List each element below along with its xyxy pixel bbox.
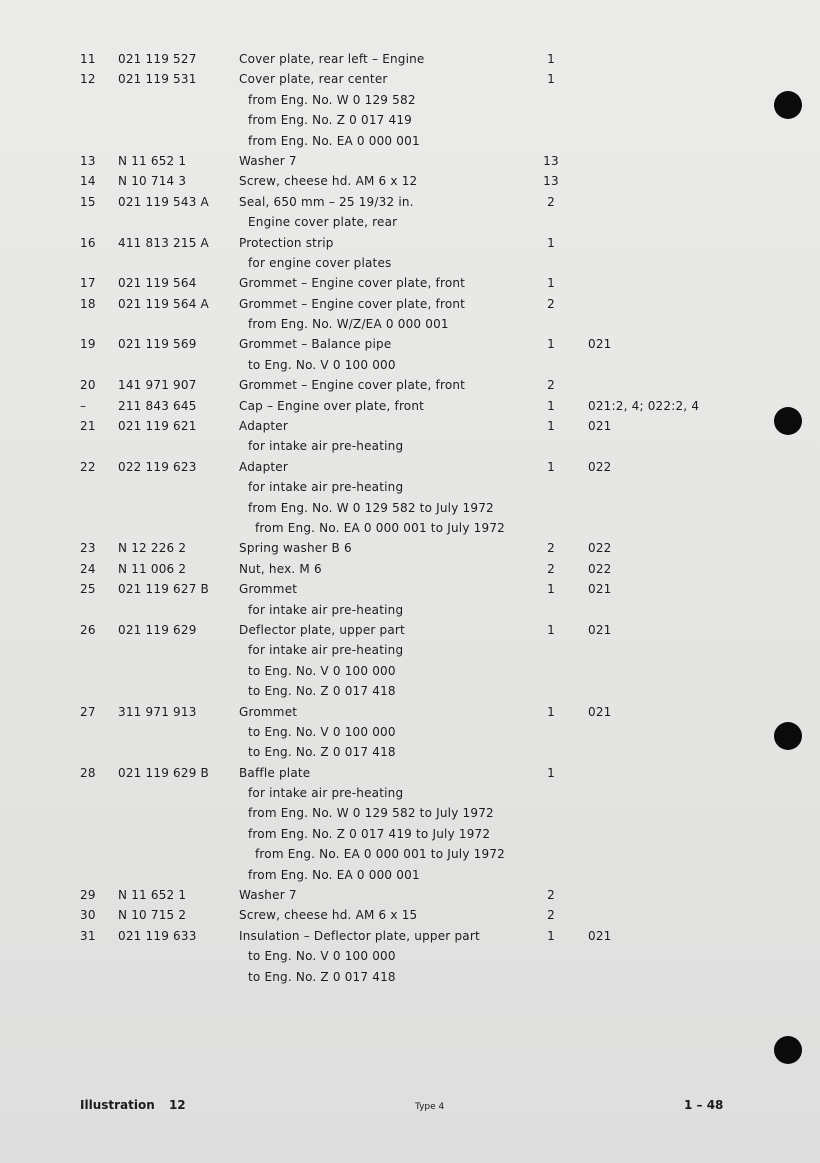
part-number: N 11 006 2 <box>118 561 187 576</box>
part-row <box>0 334 820 354</box>
part-note-row <box>0 824 820 844</box>
part-description: Seal, 650 mm – 25 19/32 in. <box>239 194 414 209</box>
part-note-row <box>0 498 820 518</box>
part-description: Protection strip <box>239 235 334 250</box>
item-number: 21 <box>80 419 96 434</box>
item-number: 24 <box>80 561 96 576</box>
item-number: 23 <box>80 541 96 556</box>
part-description: from Eng. No. EA 0 000 001 <box>248 133 420 148</box>
part-description: for intake air pre-heating <box>248 480 404 495</box>
part-row <box>0 49 820 69</box>
part-number: N 10 715 2 <box>118 908 187 923</box>
remark: 022 <box>588 561 612 576</box>
part-row <box>0 294 820 314</box>
quantity: 13 <box>543 153 559 168</box>
part-note-row <box>0 722 820 742</box>
part-number: 021 119 564 A <box>118 296 209 311</box>
part-description: Spring washer B 6 <box>239 541 352 556</box>
illustration-number: 12 <box>168 1098 186 1112</box>
part-row <box>0 702 820 722</box>
part-number: 021 119 531 <box>118 72 197 87</box>
part-row <box>0 538 820 558</box>
part-number: 021 119 543 A <box>118 194 209 209</box>
quantity: 2 <box>547 908 555 923</box>
quantity: 1 <box>547 72 555 87</box>
part-description: Grommet – Balance pipe <box>239 337 392 352</box>
item-number: 12 <box>80 72 96 87</box>
remark: 021 <box>588 928 612 943</box>
item-number: 27 <box>80 704 96 719</box>
part-description: Cover plate, rear left – Engine <box>239 52 425 66</box>
part-description: Grommet – Engine cover plate, front <box>239 276 466 291</box>
part-note-row <box>0 436 820 456</box>
part-number: 021 119 621 <box>118 419 197 434</box>
part-row <box>0 273 820 293</box>
quantity: 1 <box>547 235 555 250</box>
part-row <box>0 559 820 579</box>
quantity: 2 <box>547 296 555 311</box>
parts-list <box>0 49 820 987</box>
item-number: 17 <box>80 276 96 291</box>
part-note-row <box>0 90 820 110</box>
quantity: 2 <box>547 541 555 556</box>
part-note-row <box>0 681 820 701</box>
part-row <box>0 192 820 212</box>
remark: 022 <box>588 459 612 474</box>
part-number: 021 119 569 <box>118 337 197 352</box>
part-note-row <box>0 110 820 130</box>
part-row <box>0 375 820 395</box>
item-number: 31 <box>80 928 96 943</box>
quantity: 1 <box>547 765 555 780</box>
part-description: Grommet <box>239 704 298 719</box>
part-description: for intake air pre-heating <box>248 786 404 801</box>
part-description: for intake air pre-heating <box>248 643 404 658</box>
item-number: 26 <box>80 622 96 637</box>
quantity: 13 <box>543 174 559 189</box>
part-number: 022 119 623 <box>118 459 197 474</box>
part-row <box>0 396 820 416</box>
part-number: 021 119 527 <box>118 52 197 66</box>
part-row <box>0 171 820 191</box>
part-note-row <box>0 131 820 151</box>
part-description: Screw, cheese hd. AM 6 x 12 <box>239 174 418 189</box>
part-row <box>0 905 820 925</box>
punch-hole <box>774 1036 802 1064</box>
part-note-row <box>0 355 820 375</box>
remark: 021 <box>588 582 612 597</box>
remark: 021 <box>588 419 612 434</box>
part-number: 411 813 215 A <box>118 235 209 250</box>
page-footer <box>0 1098 820 1118</box>
part-description: for intake air pre-heating <box>248 602 404 617</box>
quantity: 1 <box>547 622 555 637</box>
part-description: Cap – Engine over plate, front <box>239 398 425 413</box>
part-number: 141 971 907 <box>118 378 197 393</box>
part-note-row <box>0 212 820 232</box>
remark: 021 <box>588 622 612 637</box>
part-note-row <box>0 253 820 273</box>
part-number: 211 843 645 <box>118 398 197 413</box>
part-number: 021 119 627 B <box>118 582 209 597</box>
part-description: Adapter <box>239 419 289 434</box>
remark: 021 <box>588 704 612 719</box>
part-description: Baffle plate <box>239 765 311 780</box>
quantity: 1 <box>547 52 555 66</box>
part-description: from Eng. No. EA 0 000 001 <box>248 867 420 882</box>
part-description: Washer 7 <box>239 153 297 168</box>
remark: 021 <box>588 337 612 352</box>
part-description: Grommet – Engine cover plate, front <box>239 378 466 393</box>
part-description: Washer 7 <box>239 888 297 903</box>
part-number: 021 119 629 B <box>118 765 209 780</box>
part-note-row <box>0 742 820 762</box>
quantity: 1 <box>547 337 555 352</box>
item-number: 14 <box>80 174 96 189</box>
quantity: 2 <box>547 378 555 393</box>
part-note-row <box>0 477 820 497</box>
part-note-row <box>0 946 820 966</box>
part-description: to Eng. No. Z 0 017 418 <box>248 969 396 984</box>
part-row <box>0 151 820 171</box>
part-number: 311 971 913 <box>118 704 197 719</box>
page-number: 1 – 48 <box>684 1098 724 1112</box>
part-description: to Eng. No. V 0 100 000 <box>248 357 396 372</box>
illustration-label: Illustration <box>80 1098 155 1112</box>
part-description: Adapter <box>239 459 289 474</box>
part-row <box>0 233 820 253</box>
quantity: 2 <box>547 561 555 576</box>
quantity: 1 <box>547 276 555 291</box>
part-description: Screw, cheese hd. AM 6 x 15 <box>239 908 418 923</box>
part-note-row <box>0 844 820 864</box>
item-number: 25 <box>80 582 96 597</box>
part-description: for intake air pre-heating <box>248 439 404 454</box>
part-description: from Eng. No. Z 0 017 419 to July 1972 <box>248 826 491 841</box>
quantity: 1 <box>547 582 555 597</box>
item-number: 11 <box>80 52 96 66</box>
part-description: to Eng. No. V 0 100 000 <box>248 663 396 678</box>
remark: 022 <box>588 541 612 556</box>
part-description: Cover plate, rear center <box>239 72 388 87</box>
part-note-row <box>0 640 820 660</box>
part-description: to Eng. No. V 0 100 000 <box>248 724 396 739</box>
part-note-row <box>0 600 820 620</box>
part-description: Grommet <box>239 582 298 597</box>
item-number: 18 <box>80 296 96 311</box>
item-number: – <box>80 398 87 413</box>
quantity: 2 <box>547 888 555 903</box>
remark: 021:2, 4; 022:2, 4 <box>588 398 700 413</box>
part-note-row <box>0 967 820 987</box>
part-note-row <box>0 803 820 823</box>
part-description: from Eng. No. W 0 129 582 <box>248 92 416 107</box>
quantity: 2 <box>547 194 555 209</box>
part-description: Engine cover plate, rear <box>248 215 398 230</box>
item-number: 29 <box>80 888 96 903</box>
item-number: 22 <box>80 459 96 474</box>
part-description: from Eng. No. EA 0 000 001 to July 1972 <box>255 520 505 535</box>
part-row <box>0 885 820 905</box>
part-description: from Eng. No. EA 0 000 001 to July 1972 <box>255 847 505 862</box>
part-note-row <box>0 865 820 885</box>
part-number: N 11 652 1 <box>118 153 187 168</box>
quantity: 1 <box>547 928 555 943</box>
part-row <box>0 579 820 599</box>
item-number: 13 <box>80 153 96 168</box>
part-row <box>0 457 820 477</box>
part-description: from Eng. No. Z 0 017 419 <box>248 113 413 128</box>
quantity: 1 <box>547 419 555 434</box>
part-row <box>0 763 820 783</box>
part-description: from Eng. No. W 0 129 582 to July 1972 <box>248 500 494 515</box>
part-number: 021 119 564 <box>118 276 197 291</box>
part-description: to Eng. No. V 0 100 000 <box>248 949 396 964</box>
part-row <box>0 620 820 640</box>
item-number: 20 <box>80 378 96 393</box>
part-number: 021 119 633 <box>118 928 197 943</box>
part-number: 021 119 629 <box>118 622 197 637</box>
part-description: Deflector plate, upper part <box>239 622 405 637</box>
quantity: 1 <box>547 704 555 719</box>
part-note-row <box>0 661 820 681</box>
item-number: 15 <box>80 194 96 209</box>
part-number: N 12 226 2 <box>118 541 187 556</box>
part-description: Grommet – Engine cover plate, front <box>239 296 466 311</box>
part-description: for engine cover plates <box>248 255 392 270</box>
part-row <box>0 416 820 436</box>
item-number: 19 <box>80 337 96 352</box>
part-description: to Eng. No. Z 0 017 418 <box>248 745 396 760</box>
part-number: N 10 714 3 <box>118 174 187 189</box>
part-row <box>0 926 820 946</box>
part-note-row <box>0 314 820 334</box>
part-number: N 11 652 1 <box>118 888 187 903</box>
item-number: 28 <box>80 765 96 780</box>
part-description: Insulation – Deflector plate, upper part <box>239 928 480 943</box>
part-note-row <box>0 783 820 803</box>
part-row <box>0 69 820 89</box>
part-description: from Eng. No. W/Z/EA 0 000 001 <box>248 317 449 332</box>
illustration-reference <box>80 1098 186 1112</box>
part-description: to Eng. No. Z 0 017 418 <box>248 684 396 699</box>
vehicle-type: Type 4 <box>415 1102 445 1112</box>
item-number: 16 <box>80 235 96 250</box>
quantity: 1 <box>547 398 555 413</box>
quantity: 1 <box>547 459 555 474</box>
item-number: 30 <box>80 908 96 923</box>
part-description: Nut, hex. M 6 <box>239 561 322 576</box>
part-note-row <box>0 518 820 538</box>
part-description: from Eng. No. W 0 129 582 to July 1972 <box>248 806 494 821</box>
